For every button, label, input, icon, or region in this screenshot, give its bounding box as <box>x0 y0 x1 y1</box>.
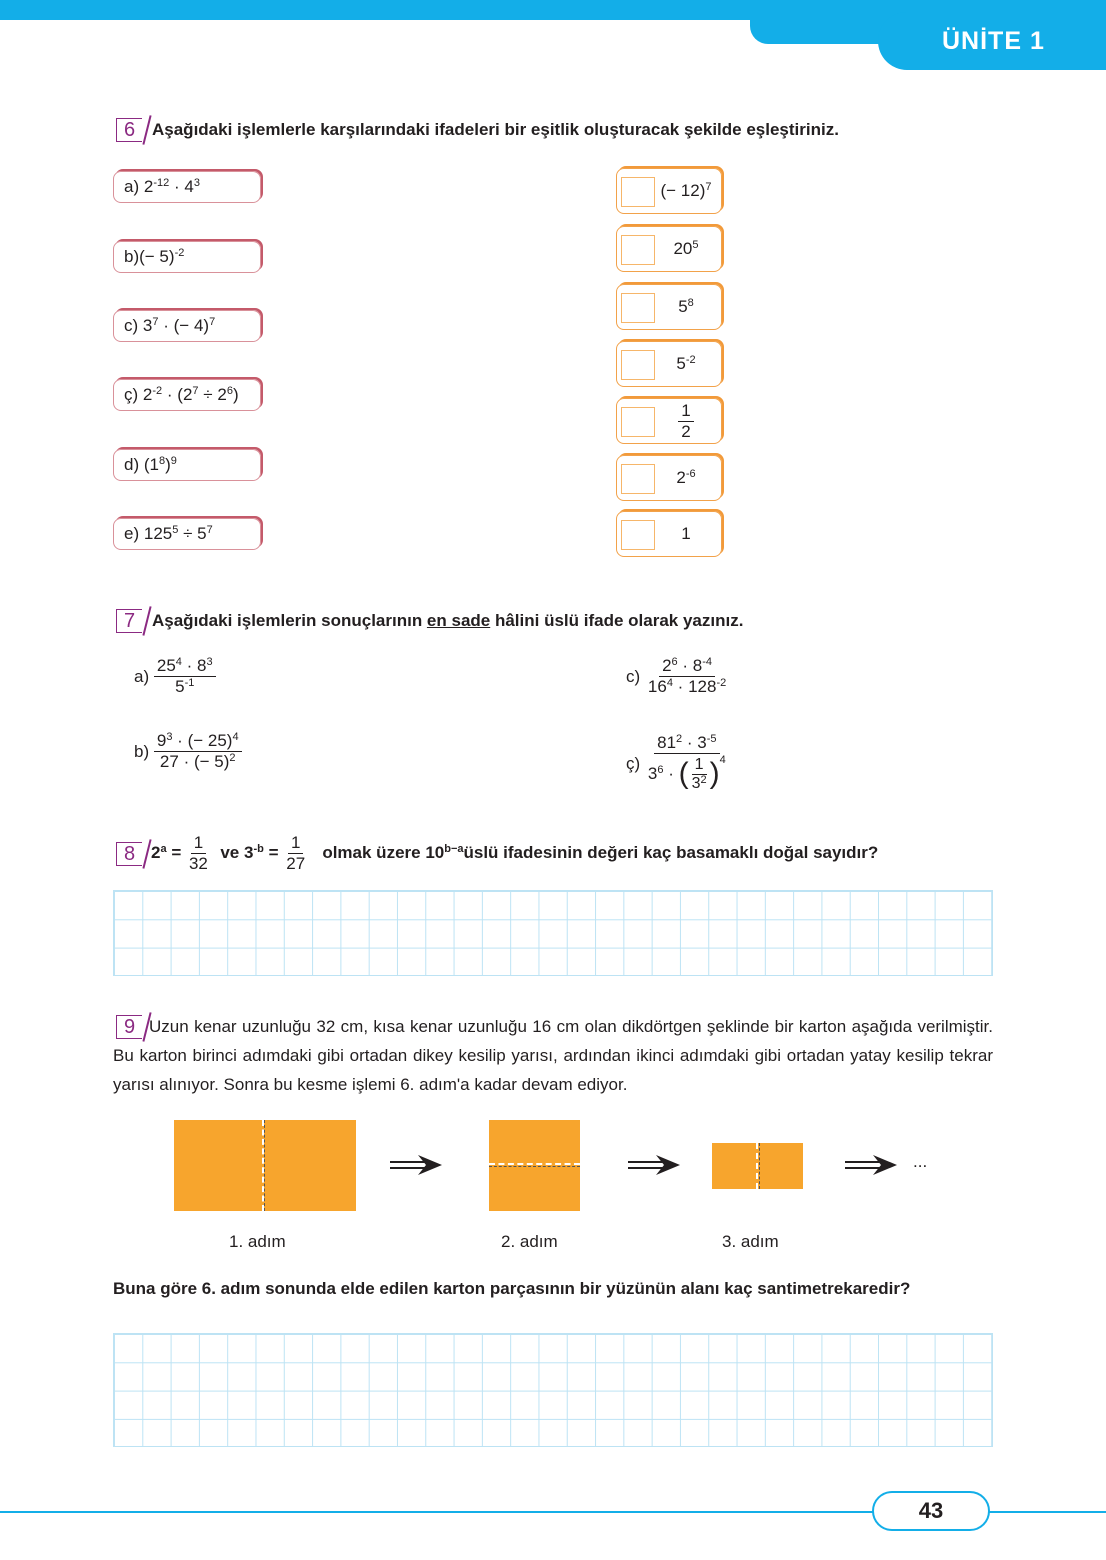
exponent: 4 <box>232 731 239 743</box>
base: 20 <box>673 239 693 258</box>
close-paren: ) <box>709 757 720 790</box>
question-7-text <box>152 611 743 631</box>
answer-grid-q8[interactable] <box>113 890 993 976</box>
item-label: e) <box>124 524 140 543</box>
page-number: 43 <box>872 1491 990 1531</box>
divide-operator: ÷ <box>203 385 213 404</box>
base: (− 25) <box>187 731 233 750</box>
q6-right-item-6[interactable] <box>616 455 722 501</box>
base: 2 <box>676 468 686 487</box>
base: 3 <box>244 843 254 862</box>
exponent: 2 <box>229 752 236 764</box>
fraction <box>645 656 729 697</box>
q6-left-item-c[interactable] <box>113 310 261 342</box>
base: 128 <box>688 677 717 696</box>
exponent: -2 <box>152 385 163 397</box>
exponent: 6 <box>226 385 233 397</box>
step-label-2: 2. adım <box>501 1232 558 1251</box>
exponent: a <box>160 843 167 855</box>
base: 125 <box>143 524 173 543</box>
cut-line-horizontal <box>489 1163 580 1165</box>
q7-item-a <box>134 656 216 697</box>
q6-right-item-3[interactable] <box>616 284 722 330</box>
base: 2 <box>143 177 154 196</box>
q6-right-item-4[interactable] <box>616 341 722 387</box>
exponent: 9 <box>170 455 177 467</box>
ellipsis: ... <box>913 1152 928 1171</box>
fraction <box>678 401 693 442</box>
exponent: -2 <box>685 354 696 366</box>
base: 5 <box>175 677 185 696</box>
item-label: b) <box>134 741 150 761</box>
base: (− 5) <box>193 752 230 771</box>
question-number-8: 8 <box>116 842 142 866</box>
fraction <box>283 833 308 874</box>
text: olmak üzere 10 <box>322 843 445 862</box>
expression <box>655 512 717 556</box>
denominator: 27 · (− 5)$^2$ <box>159 752 236 771</box>
base: 16 <box>647 677 667 696</box>
unit-label: ÜNİTE 1 <box>878 12 1106 70</box>
exponent: -2 <box>174 247 185 259</box>
base: 2 <box>142 385 153 404</box>
numerator: $25^4 \cdot 8^3$ <box>154 656 216 677</box>
expression <box>655 342 717 386</box>
exponent: 6 <box>657 764 664 776</box>
exponent: 8 <box>158 455 166 467</box>
exponent: -2 <box>716 677 727 689</box>
answer-box[interactable] <box>621 407 655 437</box>
question-9-text: Uzun kenar uzunluğu 32 cm, kısa kenar uzunluğu 16 cm olan dikdörtgen şeklinde bir karton aşağıda verilmiştir. Bu karton birinci adımdaki gibi ortadan dikey kesilip yarısı, ardından ikinci adımdaki gibi ortadan yatay kesilip tekrar yarısı alınıyor. Sonra bu kesme işlemi 6. adım'a kadar devam ediyor. <box>113 1017 993 1094</box>
exponent: 3 <box>206 656 213 668</box>
exponent: 7 <box>152 316 159 328</box>
expression <box>655 285 717 329</box>
answer-box[interactable] <box>621 177 655 207</box>
base: (− 5) <box>139 247 175 266</box>
base: 2 <box>662 656 672 675</box>
paren: ) <box>232 385 239 404</box>
open-paren: ( <box>678 757 689 790</box>
cut-line-vertical-shadow <box>264 1120 265 1211</box>
cut-line-vertical-shadow <box>759 1143 760 1189</box>
exponent: 7 <box>209 316 216 328</box>
fraction <box>154 731 242 772</box>
fraction <box>645 733 729 794</box>
exponent: b−a <box>444 843 464 855</box>
numerator: 1 <box>692 756 707 775</box>
q7-item-c <box>626 656 729 697</box>
q6-right-item-7[interactable] <box>616 511 722 557</box>
expression <box>655 456 717 500</box>
base: 8 <box>197 656 207 675</box>
q6-left-item-b[interactable] <box>113 241 261 273</box>
text: Aşağıdaki işlemlerin sonuçlarının <box>152 611 427 630</box>
base: 3 <box>697 733 707 752</box>
denominator <box>689 775 710 793</box>
base: 5 <box>197 524 207 543</box>
text: hâlini üslü ifade olarak yazınız. <box>490 611 744 630</box>
base: 27 <box>159 752 179 771</box>
item-label: ç) <box>124 385 139 404</box>
answer-box[interactable] <box>621 464 655 494</box>
base: 5 <box>678 297 688 316</box>
item-label: b) <box>124 247 140 266</box>
numerator: 1 <box>678 401 693 422</box>
step-label-1: 1. adım <box>229 1232 286 1251</box>
exponent: 6 <box>671 656 678 668</box>
denominator: 32 <box>188 853 208 873</box>
base: 3 <box>142 316 153 335</box>
base: (1 <box>143 455 159 474</box>
exponent: -5 <box>706 733 717 745</box>
answer-box[interactable] <box>621 350 655 380</box>
base: 3 <box>691 774 701 792</box>
base: 3 <box>647 764 658 783</box>
q6-left-item-e[interactable] <box>113 518 261 550</box>
inner-fraction <box>689 756 710 793</box>
item-label: a) <box>134 666 150 686</box>
base: (− 12) <box>660 181 706 200</box>
underlined-text: en sade <box>426 611 491 630</box>
exponent: -1 <box>184 677 195 689</box>
arrow-right-icon <box>843 1153 899 1177</box>
expression <box>655 227 717 271</box>
numerator: 1 <box>191 833 206 854</box>
operator: · <box>163 316 169 335</box>
item-label: ç) <box>626 753 641 773</box>
exponent: 3 <box>193 177 200 189</box>
question-8-text: 2 $^a$ = $\frac{1}{32}$ ve 3 $^{-b}$ = $\frac{1}{27}$ olmak üzere 10 $^{b-a}$ üslü ifadesinin değeri kaç basamaklı doğal sayıdır? <box>151 832 879 873</box>
operator: · ( <box>166 385 183 404</box>
answer-box[interactable] <box>621 235 655 265</box>
base: 9 <box>156 731 167 750</box>
question-number-6: 6 <box>116 118 142 142</box>
q6-left-item-a[interactable] <box>113 171 261 203</box>
question-6-text: Aşağıdaki işlemlerle karşılarındaki ifadeleri bir eşitlik oluşturacak şekilde eşleştiriniz. <box>152 120 839 139</box>
question-number-9: 9 <box>116 1015 142 1039</box>
operator: · <box>173 177 180 196</box>
expression <box>655 169 717 213</box>
denominator: $16^4 \cdot 128^{-2}$ <box>647 677 727 696</box>
exponent: 4 <box>175 656 182 668</box>
q7-item-cc <box>626 733 729 794</box>
numerator: 1 <box>288 833 303 854</box>
exponent: 5 <box>172 524 179 536</box>
exponent: -4 <box>702 656 713 668</box>
base: 8 <box>692 656 703 675</box>
paren: ) <box>165 455 171 474</box>
expression <box>655 399 717 443</box>
exponent: 7 <box>705 181 712 193</box>
exponent: 2 <box>676 733 683 745</box>
q7-item-b <box>134 731 242 772</box>
item-label: c) <box>124 316 139 335</box>
q6-right-item-5[interactable] <box>616 398 722 444</box>
exponent: 7 <box>206 524 213 536</box>
numerator: $2^6 \cdot 8^{-4}$ <box>659 656 715 677</box>
text: üslü ifadesinin değeri kaç basamaklı doğal sayıdır? <box>463 843 879 862</box>
exponent: 5 <box>692 239 699 251</box>
exponent: 8 <box>687 297 694 309</box>
exponent: 2 <box>700 773 707 786</box>
exponent: -b <box>253 843 264 855</box>
step-1-card <box>174 1120 356 1211</box>
denominator: 3 $^6$ · ( $\frac{1}{3^2}$ ) $^4$ <box>645 754 729 794</box>
arrow-right-icon <box>388 1153 444 1177</box>
denominator: 2 <box>681 421 691 441</box>
fraction <box>186 833 211 874</box>
answer-box[interactable] <box>621 293 655 323</box>
q6-left-item-cc[interactable] <box>113 379 261 411</box>
exponent: 4 <box>666 677 673 689</box>
q6-left-item-d[interactable] <box>113 449 261 481</box>
cut-line-horizontal-shadow <box>489 1166 580 1167</box>
answer-box[interactable] <box>621 520 655 550</box>
q6-right-item-2[interactable] <box>616 226 722 272</box>
base: 4 <box>184 177 194 196</box>
step-label-3: 3. adım <box>722 1232 779 1251</box>
exponent: 7 <box>192 385 199 397</box>
base: 5 <box>676 354 686 373</box>
denominator: 27 <box>286 853 306 873</box>
cut-line-vertical <box>756 1143 758 1189</box>
base: 81 <box>657 733 677 752</box>
text: ve <box>220 843 240 862</box>
divide-operator: ÷ <box>183 524 193 543</box>
exponent: 4 <box>719 754 726 766</box>
fraction <box>154 656 216 697</box>
numerator: $81^2 \cdot 3^{-5}$ <box>654 733 719 754</box>
q6-right-item-1[interactable] <box>616 168 722 214</box>
item-label: d) <box>124 455 140 474</box>
numerator: $9^3$ · (− 25)$^4$ <box>154 731 242 752</box>
base: 25 <box>156 656 176 675</box>
exponent: -6 <box>685 468 696 480</box>
base: 2 <box>217 385 227 404</box>
denominator <box>172 677 197 697</box>
base: 2 <box>151 843 161 862</box>
base: 1 <box>681 524 691 543</box>
question-9-prompt: Buna göre 6. adım sonunda elde edilen karton parçasının bir yüzünün alanı kaç santimetrekaredir? <box>113 1279 911 1298</box>
exponent: -12 <box>153 177 170 189</box>
arrow-right-icon <box>626 1153 682 1177</box>
question-number-7: 7 <box>116 609 142 633</box>
base: 2 <box>182 385 193 404</box>
item-label: c) <box>626 666 641 686</box>
item-label: a) <box>124 177 140 196</box>
exponent: 3 <box>166 731 173 743</box>
answer-grid-q9[interactable] <box>113 1333 993 1447</box>
base: (− 4) <box>173 316 210 335</box>
